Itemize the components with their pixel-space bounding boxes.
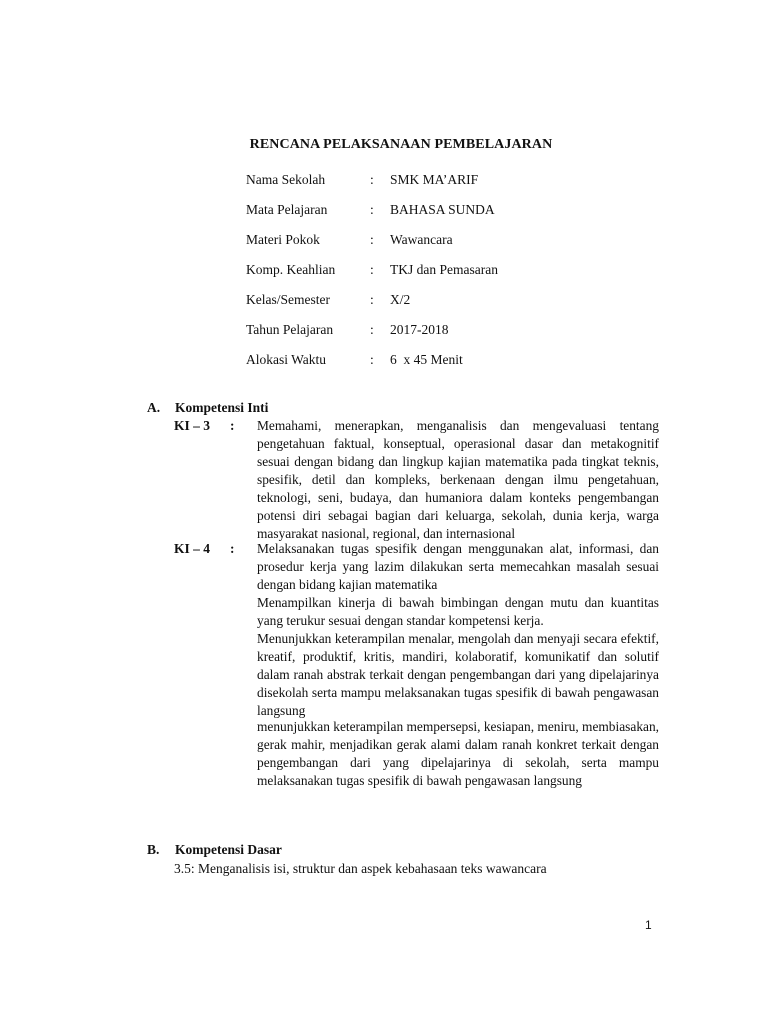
kd-item: 3.5: Menganalisis isi, struktur dan aspek kebahasaan teks wawancara bbox=[174, 861, 547, 876]
identity-colon: : bbox=[370, 322, 374, 337]
section-letter: B. bbox=[147, 842, 160, 857]
identity-value: BAHASA SUNDA bbox=[390, 202, 495, 217]
identity-label: Nama Sekolah bbox=[246, 172, 326, 187]
section-title: Kompetensi Inti bbox=[175, 400, 269, 415]
identity-colon: : bbox=[370, 202, 374, 217]
section-title: Kompetensi Dasar bbox=[175, 842, 282, 857]
identity-label: Alokasi Waktu bbox=[246, 352, 327, 367]
ki4-label bbox=[174, 540, 235, 558]
identity-value: 2017-2018 bbox=[390, 322, 449, 337]
identity-value: X/2 bbox=[390, 292, 411, 307]
identity-colon: : bbox=[370, 232, 374, 247]
ki-code: KI – 4 bbox=[174, 541, 211, 556]
ki-code: KI – 3 bbox=[174, 418, 211, 433]
identity-label: Materi Pokok bbox=[246, 232, 320, 247]
identity-colon: : bbox=[370, 352, 374, 367]
ki3-text: Memahami, menerapkan, menganalisis dan mengevaluasi tentang pengetahuan faktual, konseptual, operasional dasar dan metakognitif sesuai dengan bidang dan lingkup kajian matematika pada tingkat teknis, spesifik, detil dan kompleks, berkenaan dengan ilmu pengetahuan, teknologi, seni, budaya, dan humaniora dalam konteks pengembangan potensi diri sebagai bagian dari keluarga, sekolah, dunia kerja, warga masyarakat nasional, regional, dan internasional bbox=[257, 418, 659, 541]
identity-value: Wawancara bbox=[390, 232, 453, 247]
identity-value: SMK MA’ARIF bbox=[390, 172, 479, 187]
identity-label: Tahun Pelajaran bbox=[246, 322, 334, 337]
identity-label: Kelas/Semester bbox=[246, 292, 330, 307]
ki-colon: : bbox=[230, 541, 235, 556]
ki3-label bbox=[174, 417, 235, 435]
identity-colon: : bbox=[370, 172, 374, 187]
identity-colon: : bbox=[370, 292, 374, 307]
identity-label: Komp. Keahlian bbox=[246, 262, 336, 277]
identity-value: TKJ dan Pemasaran bbox=[390, 262, 498, 277]
identity-label: Mata Pelajaran bbox=[246, 202, 328, 217]
ki-colon: : bbox=[230, 418, 235, 433]
section-letter: A. bbox=[147, 400, 161, 415]
ki4-paragraph: Menunjukkan keterampilan menalar, mengolah dan menyaji secara efektif, kreatif, produktif, kritis, mandiri, kolaboratif, komunikatif dan solutif dalam ranah abstrak terkait dengan pengembangan dari yang dipelajarinya disekolah serta mampu melaksanakan tugas spesifik di bawah pengawasan langsung bbox=[257, 631, 659, 718]
identity-value: 6 x 45 Menit bbox=[390, 352, 463, 367]
ki4-paragraph: menunjukkan keterampilan mempersepsi, kesiapan, meniru, membiasakan, gerak mahir, menjadikan gerak alami dalam ranah konkret terkait dengan pengembangan dari yang dipelajarinya di sekolah, serta mampu melaksanakan tugas spesifik di bawah pengawasan langsung bbox=[257, 719, 659, 788]
ki4-paragraph: Melaksanakan tugas spesifik dengan menggunakan alat, informasi, dan prosedur kerja yang lazim dilakukan serta memecahkan masalah sesuai dengan bidang kajian matematika bbox=[257, 541, 659, 592]
page-number: 1 bbox=[645, 918, 652, 932]
identity-colon: : bbox=[370, 262, 374, 277]
document-title: RENCANA PELAKSANAAN PEMBELAJARAN bbox=[249, 137, 553, 152]
ki4-paragraph: Menampilkan kinerja di bawah bimbingan dengan mutu dan kuantitas yang terukur sesuai dengan standar kompetensi kerja. bbox=[257, 595, 659, 628]
